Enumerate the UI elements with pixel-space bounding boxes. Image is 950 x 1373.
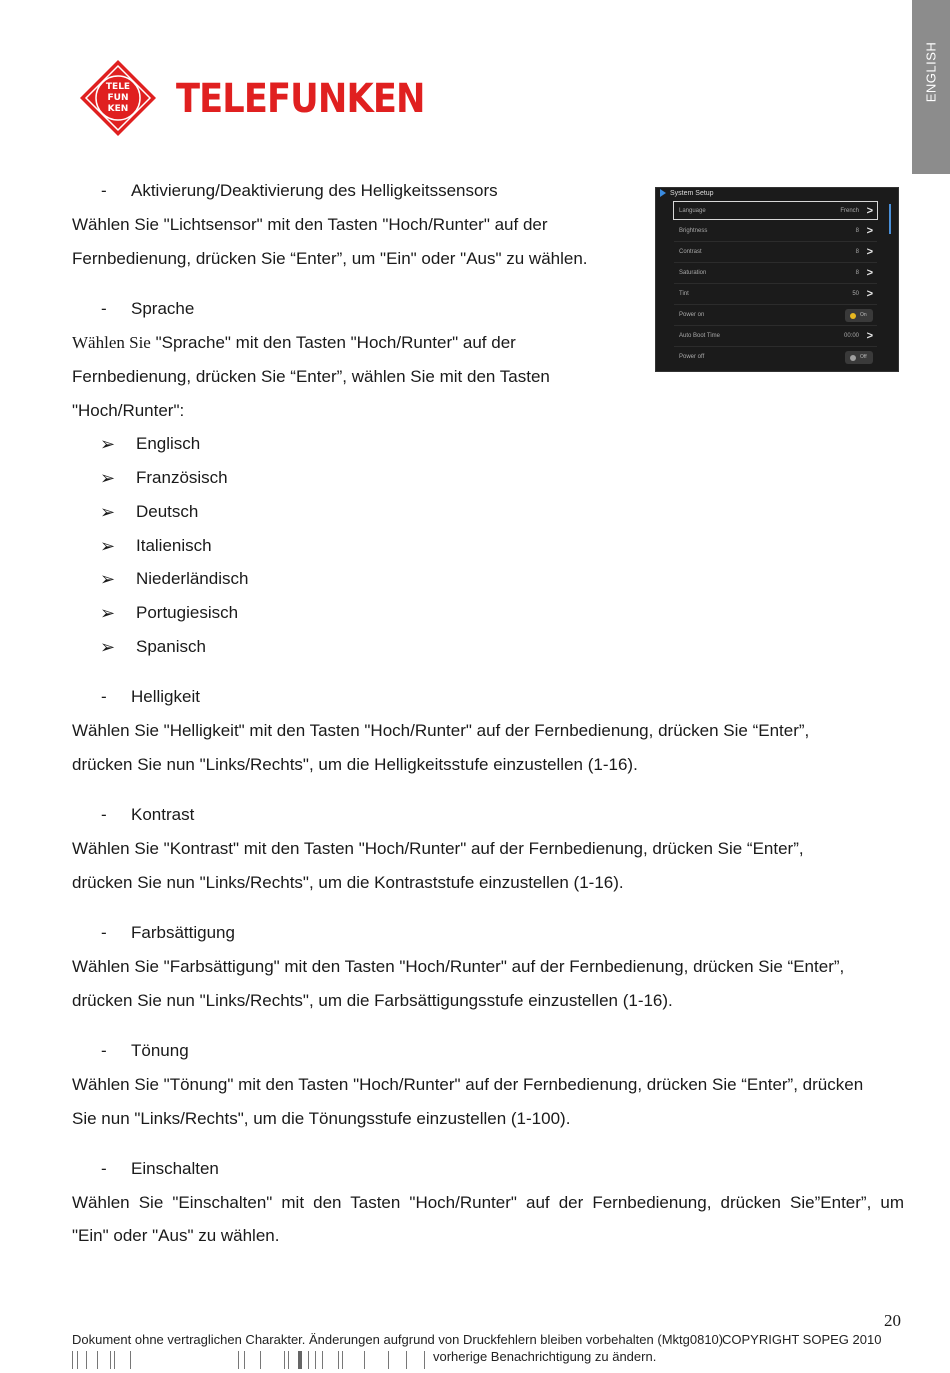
bullet-dash: - <box>101 1159 107 1178</box>
saturation-text-line-1: Wählen Sie "Farbsättigung" mit den Tasten "Hoch/Runter" auf der Fernbedienung, drücken Sie “Enter”, <box>72 957 845 976</box>
language-option: Italienisch <box>136 536 212 555</box>
chevron-right-icon: > <box>866 288 873 300</box>
menu-row-label: Language <box>679 208 706 214</box>
menu-row-label: Brightness <box>679 228 708 234</box>
menu-row-label: Power on <box>679 312 705 318</box>
menu-row-label: Contrast <box>679 249 702 255</box>
language-option: Niederländisch <box>136 569 249 588</box>
menu-row-value: 8 <box>855 249 859 255</box>
barcode-right-icon <box>238 1351 428 1369</box>
menu-row-saturation <box>674 264 877 284</box>
arrow-bullet-icon: ➢ <box>100 502 116 522</box>
tint-text-line-1: Wählen Sie "Tönung" mit den Tasten "Hoch/Runter" auf der Fernbedienung, drücken Sie “Enter”, drücken <box>72 1075 864 1094</box>
menu-row-label: Power off <box>679 354 705 360</box>
telefunken-logo <box>78 58 425 138</box>
brightness-text-line-2: drücken Sie nun "Links/Rechts", um die Helligkeitsstufe einzustellen (1-16). <box>72 755 638 774</box>
footer-copyright: COPYRIGHT SOPEG 2010 <box>722 1332 882 1347</box>
menu-row-value: 8 <box>855 270 859 276</box>
emblem-line-3: KEN <box>107 104 129 114</box>
chevron-right-icon: > <box>866 330 873 342</box>
chevron-right-icon: > <box>866 246 873 258</box>
arrow-bullet-icon: ➢ <box>100 603 116 623</box>
menu-title-text: System Setup <box>670 189 714 197</box>
language-side-tab-label: ENGLISH <box>923 41 939 103</box>
bullet-dash: - <box>101 181 107 200</box>
language-heading: Sprache <box>131 299 195 318</box>
menu-row-label: Tint <box>679 291 689 297</box>
toggle-text: On <box>860 312 867 318</box>
toggle-text: Off <box>860 354 867 360</box>
menu-row-brightness <box>674 222 877 242</box>
menu-row-power-on <box>674 306 877 326</box>
tint-text-line-2: Sie nun "Links/Rechts", um die Tönungsstufe einzustellen (1-100). <box>72 1109 571 1128</box>
language-text-line-1 <box>72 332 516 354</box>
language-text-line-3: "Hoch/Runter": <box>72 401 185 420</box>
chevron-right-icon: > <box>866 267 873 279</box>
bullet-dash: - <box>101 299 107 318</box>
emblem-line-1: TELE <box>105 82 131 92</box>
language-side-tab <box>912 0 950 174</box>
saturation-text-line-2: drücken Sie nun "Links/Rechts", um die Farbsättigungsstufe einzustellen (1-16). <box>72 991 673 1010</box>
menu-row-value: 8 <box>855 228 859 234</box>
chevron-right-icon: > <box>866 225 873 237</box>
power-on-toggle <box>845 309 873 322</box>
menu-row-value: 50 <box>852 291 859 297</box>
toggle-dot-icon <box>850 355 856 361</box>
menu-row-auto-boot-time <box>674 327 877 347</box>
language-option: Spanisch <box>136 637 206 656</box>
arrow-bullet-icon: ➢ <box>100 637 116 657</box>
emblem-line-2: FUN <box>107 93 129 103</box>
saturation-heading: Farbsättigung <box>131 923 235 942</box>
brand-name: TELEFUNKEN <box>176 76 425 122</box>
arrow-bullet-icon: ➢ <box>100 434 116 454</box>
menu-row-power-off <box>674 348 877 367</box>
footer-line-2: vorherige Benachrichtigung zu ändern. <box>433 1349 657 1364</box>
bullet-dash: - <box>101 687 107 706</box>
language-option: Französisch <box>136 468 228 487</box>
brightness-text-line-1: Wählen Sie "Helligkeit" mit den Tasten "Hoch/Runter" auf der Fernbedienung, drücken Sie “Enter”, <box>72 721 810 740</box>
bullet-dash: - <box>101 805 107 824</box>
menu-row-value: French <box>840 208 859 214</box>
language-text-line-1-a: Wählen Sie <box>72 333 151 352</box>
menu-row-tint <box>674 285 877 305</box>
bullet-dash: - <box>101 1041 107 1060</box>
barcode-left-icon <box>72 1351 134 1369</box>
footer-disclaimer: Dokument ohne vertraglichen Charakter. Änderungen aufgrund von Druckfehlern bleiben vorbehalten (Mktg0810) <box>72 1332 724 1347</box>
menu-row-language <box>673 201 878 220</box>
chevron-right-icon: > <box>866 205 873 217</box>
contrast-heading: Kontrast <box>131 805 195 824</box>
language-option: Portugiesisch <box>136 603 239 622</box>
tint-heading: Tönung <box>131 1041 189 1060</box>
menu-scrollbar <box>889 204 891 234</box>
system-setup-menu-screenshot <box>655 187 899 372</box>
brightness-heading: Helligkeit <box>131 687 200 706</box>
telefunken-emblem-icon <box>78 58 158 138</box>
arrow-bullet-icon: ➢ <box>100 569 116 589</box>
power-off-toggle <box>845 351 873 364</box>
power-text-line-1: Wählen Sie "Einschalten" mit den Tasten "Hoch/Runter" auf der Fernbedienung, drücken Sie”Enter”, um <box>72 1193 904 1212</box>
menu-row-label: Auto Boot Time <box>679 333 721 339</box>
menu-row-value: 00:00 <box>843 333 859 339</box>
menu-row-contrast <box>674 243 877 263</box>
page-number: 20 <box>884 1311 901 1330</box>
power-heading: Einschalten <box>131 1159 219 1178</box>
menu-title <box>660 189 714 197</box>
play-icon <box>660 189 666 197</box>
arrow-bullet-icon: ➢ <box>100 536 116 556</box>
language-option: Englisch <box>136 434 201 453</box>
power-text-line-2: "Ein" oder "Aus" zu wählen. <box>72 1226 280 1245</box>
contrast-text-line-2: drücken Sie nun "Links/Rechts", um die Kontraststufe einzustellen (1-16). <box>72 873 624 892</box>
sensor-heading: Aktivierung/Deaktivierung des Helligkeitssensors <box>131 181 498 200</box>
menu-row-label: Saturation <box>679 270 707 276</box>
arrow-bullet-icon: ➢ <box>100 468 116 488</box>
language-text-line-2: Fernbedienung, drücken Sie “Enter”, wählen Sie mit den Tasten <box>72 367 550 386</box>
sensor-text-line-1: Wählen Sie "Lichtsensor" mit den Tasten "Hoch/Runter" auf der <box>72 215 548 234</box>
toggle-dot-icon <box>850 313 856 319</box>
contrast-text-line-1: Wählen Sie "Kontrast" mit den Tasten "Hoch/Runter" auf der Fernbedienung, drücken Sie “Enter”, <box>72 839 804 858</box>
language-text-line-1-b: "Sprache" mit den Tasten "Hoch/Runter" auf der <box>150 333 516 352</box>
sensor-text-line-2: Fernbedienung, drücken Sie “Enter”, um "Ein" oder "Aus" zu wählen. <box>72 249 588 268</box>
language-option: Deutsch <box>136 502 199 521</box>
bullet-dash: - <box>101 923 107 942</box>
